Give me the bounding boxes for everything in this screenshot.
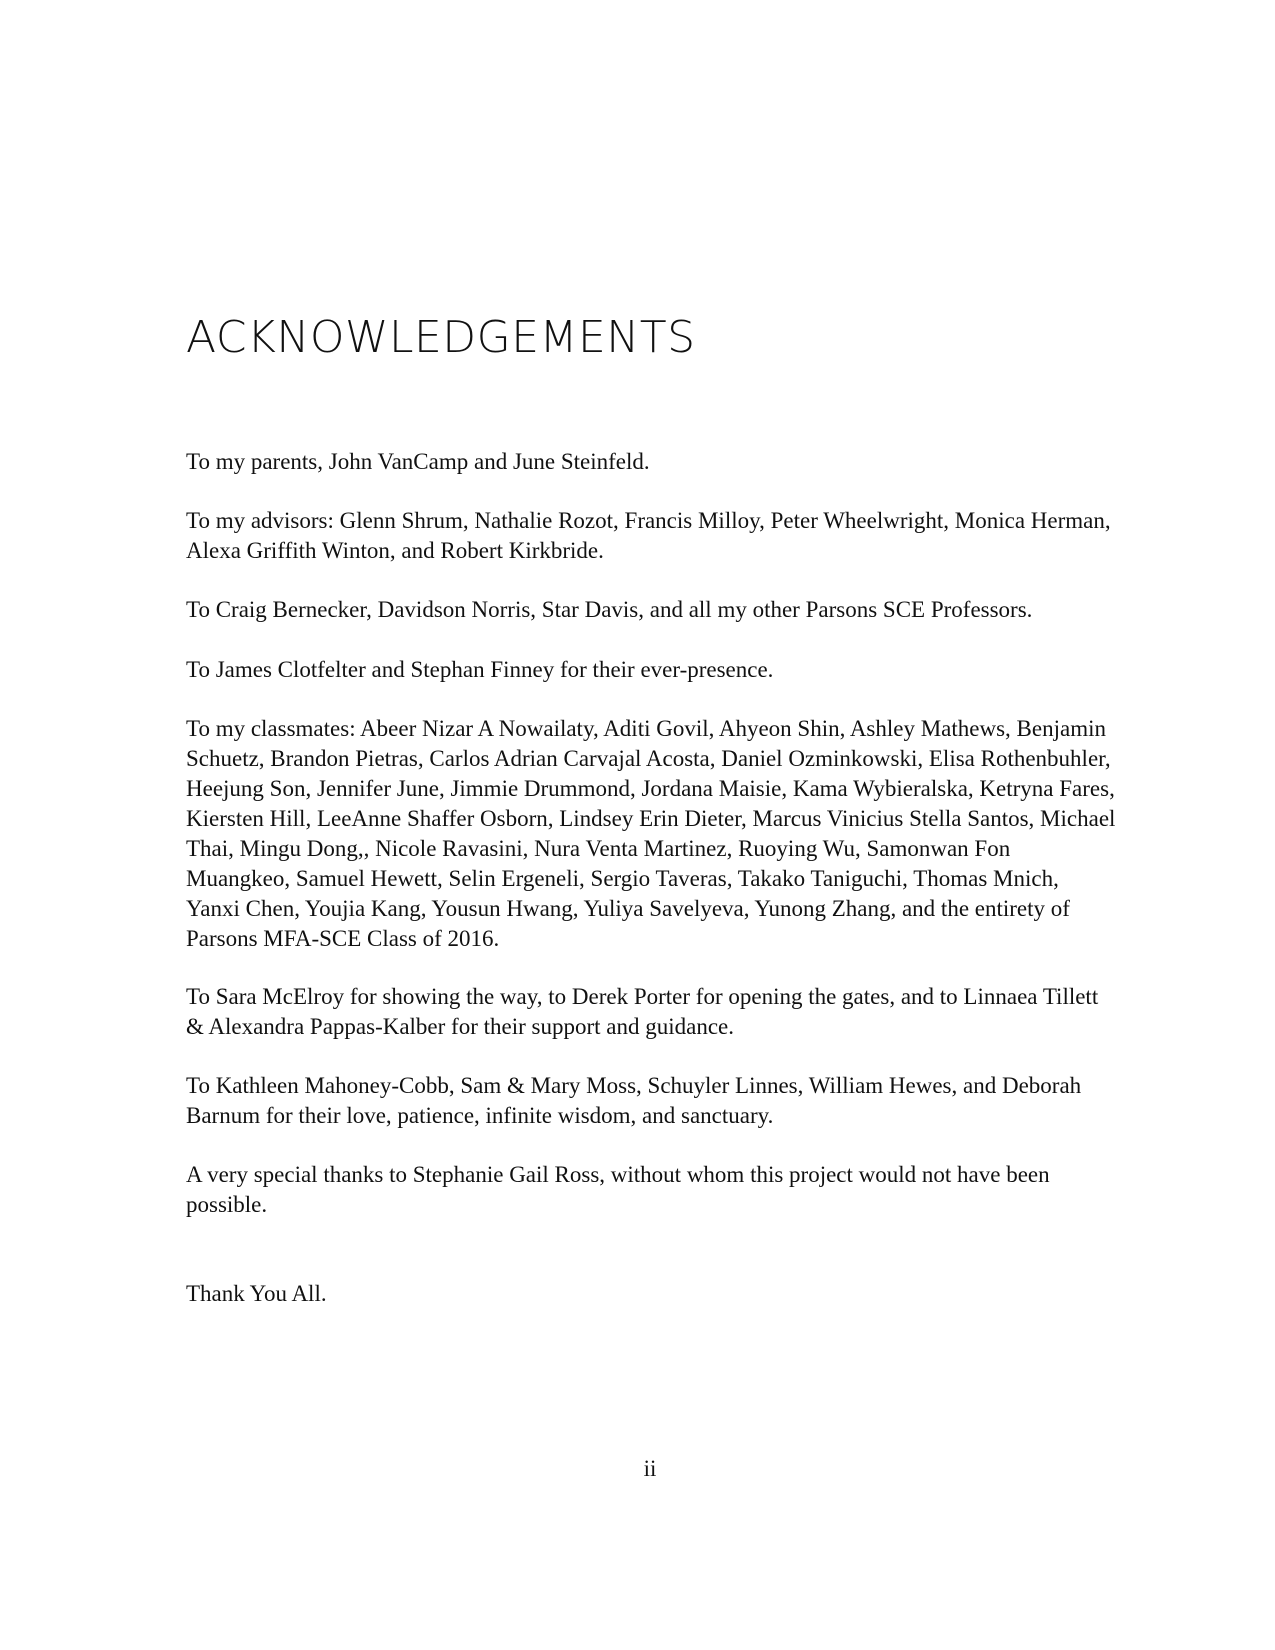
paragraph-parents: To my parents, John VanCamp and June Steinfeld. <box>186 449 650 474</box>
paragraph-ever-presence: To James Clotfelter and Stephan Finney for their ever-presence. <box>186 657 774 682</box>
page-number: ii <box>643 1456 657 1481</box>
paragraph-closing: Thank You All. <box>186 1281 327 1306</box>
paragraph-classmates: To my classmates: Abeer Nizar A Nowailaty, Aditi Govil, Ahyeon Shin, Ashley Mathews, Benjamin Schuetz, Brandon Pietras, Carlos Adrian Carvajal Acosta, Daniel Ozminkowski, Elisa Rothenbuhler, Heejung Son, Jennifer June, Jimmie Drummond, Jordana Maisie, Kama Wybieralska, Ketryna Fares, Kiersten Hill, LeeAnne Shaffer Osborn, Lindsey Erin Dieter, Marcus Vinicius Stella Santos, Michael Thai, Mingu Dong,, Nicole Ravasini, Nura Venta Martinez, Ruoying Wu, Samonwan Fon Muangkeo, Samuel Hewett, Selin Ergeneli, Sergio Taveras, Takako Taniguchi, Thomas Mnich, Yanxi Chen, Youjia Kang, Yousun Hwang, Yuliya Savelyeva, Yunong Zhang, and the entirety of Parsons MFA-SCE Class of 2016. <box>186 716 1116 951</box>
page-title: ACKNOWLEDGEMENTS <box>186 312 696 363</box>
paragraph-advisors: To my advisors: Glenn Shrum, Nathalie Rozot, Francis Milloy, Peter Wheelwright, Monica Herman, Alexa Griffith Winton, and Robert Kirkbride. <box>186 508 1111 563</box>
paragraph-sanctuary: To Kathleen Mahoney-Cobb, Sam & Mary Moss, Schuyler Linnes, William Hewes, and Deborah Barnum for their love, patience, infinite wisdom, and sanctuary. <box>186 1073 1082 1128</box>
paragraph-professors: To Craig Bernecker, Davidson Norris, Star Davis, and all my other Parsons SCE Professors. <box>186 597 1033 622</box>
paragraph-guidance: To Sara McElroy for showing the way, to Derek Porter for opening the gates, and to Linnaea Tillett & Alexandra Pappas-Kalber for their support and guidance. <box>186 984 1099 1039</box>
paragraph-special-thanks: A very special thanks to Stephanie Gail Ross, without whom this project would not have been possible. <box>186 1162 1050 1217</box>
